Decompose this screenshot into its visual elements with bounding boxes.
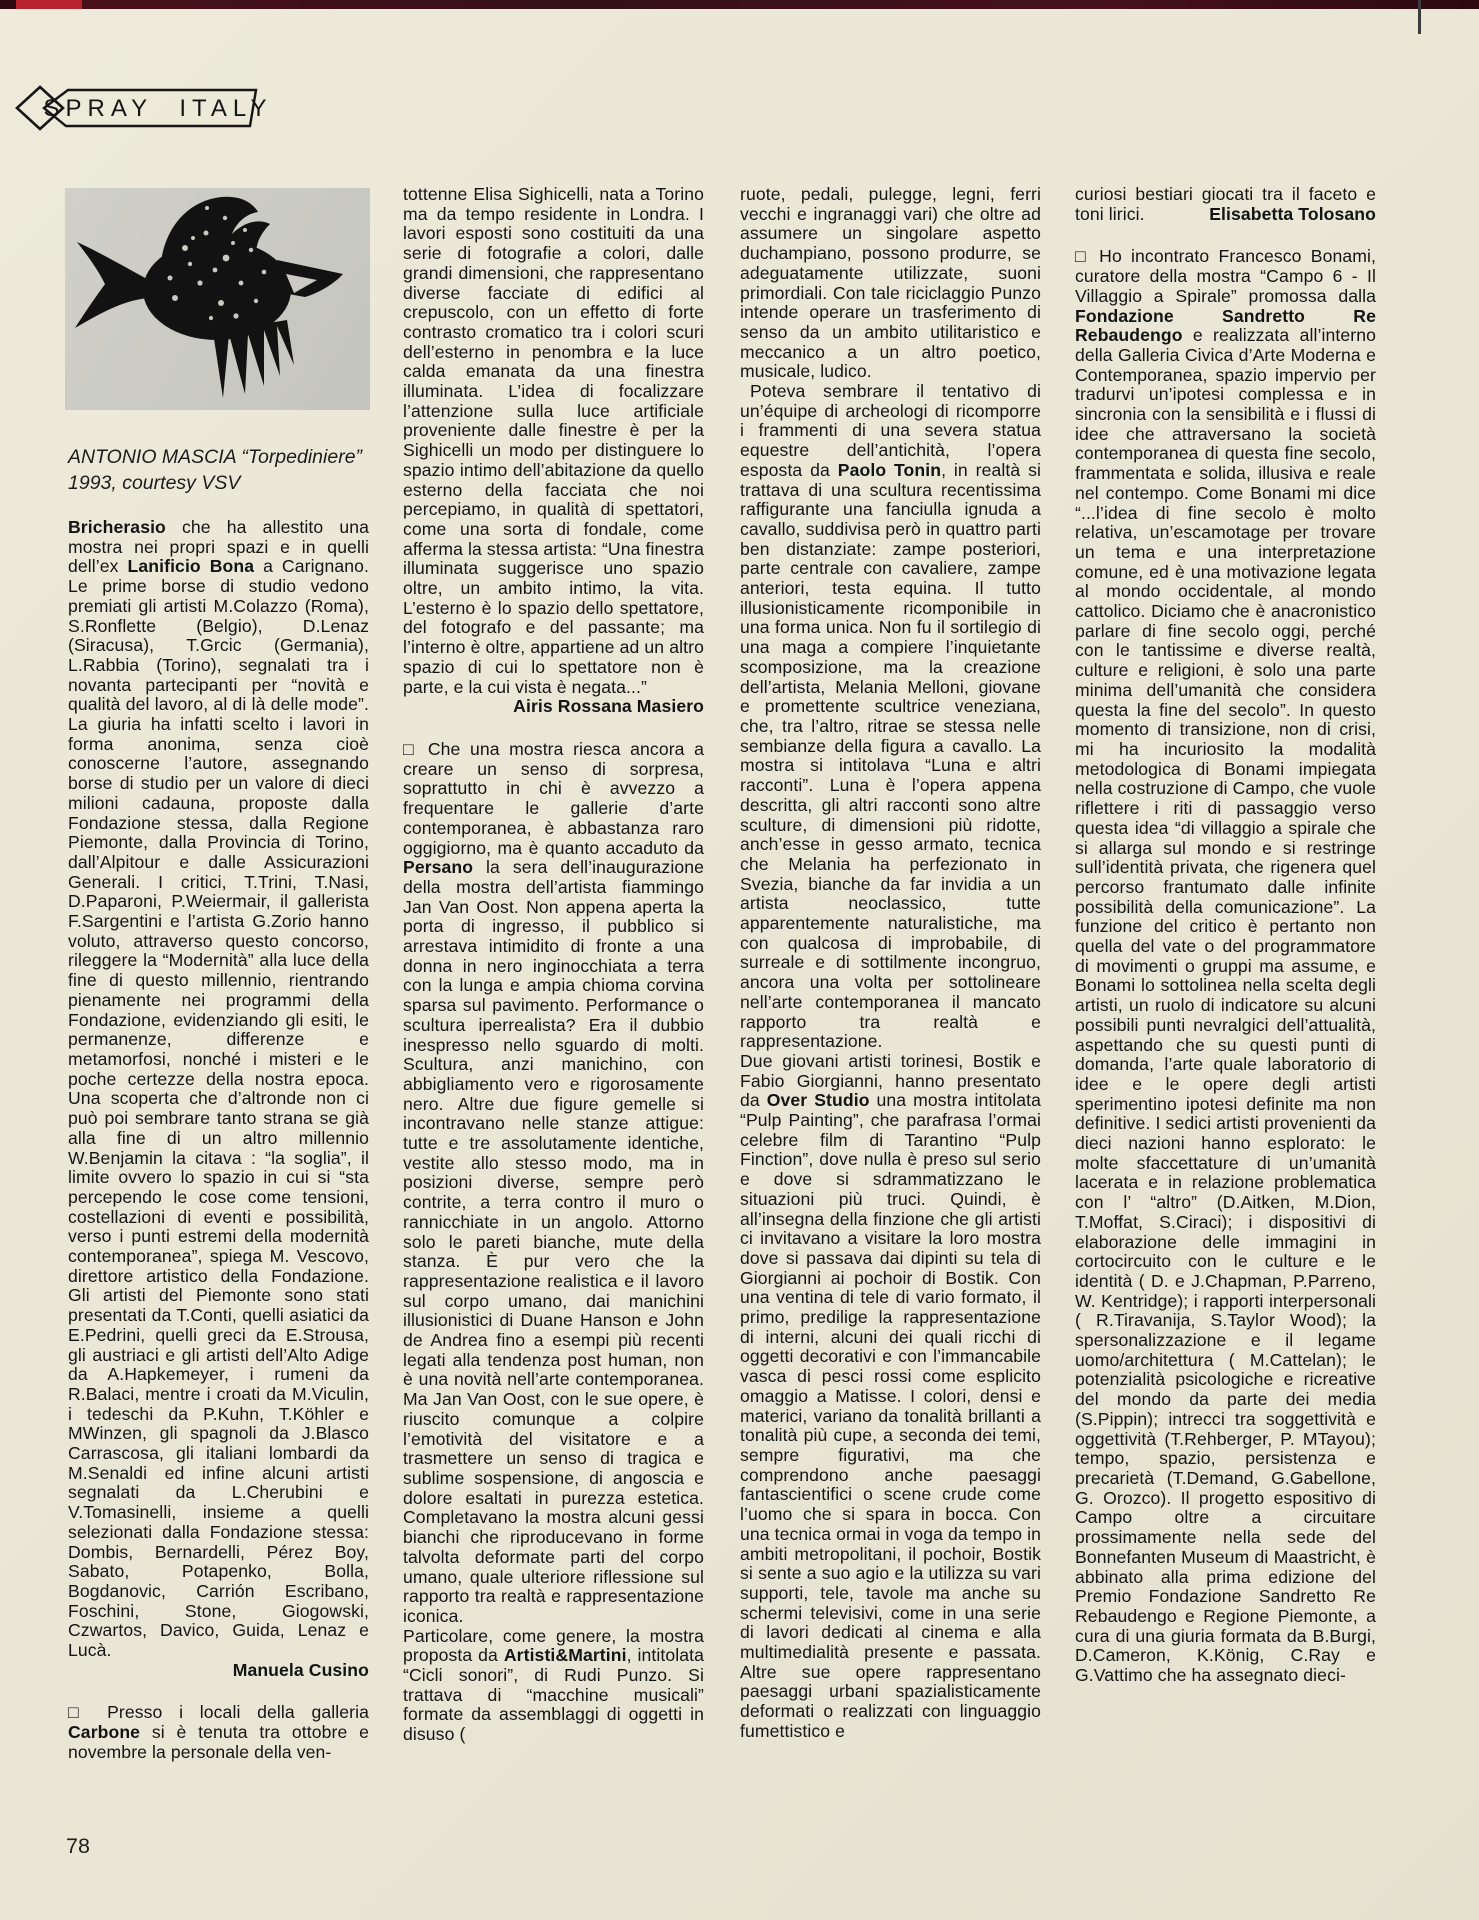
article-paragraph — [403, 740, 704, 1627]
text-run: ruote, pedali, pulegge, legni, ferri vecchi e ingranaggi vari) che oltre ad assumere un singolare aspetto duchampiano, possono produrre, se adeguatamente utilizzate, suoni primordiali. Con tale riciclaggio Punzo intende operare un trasferimento di senso da un ambito utilitaristico e meccanico a un altro poetico, musicale, ludico. — [740, 184, 1041, 382]
text-run: la sera dell’inaugurazione della mostra dell’artista fiammingo Jan Van Oost. Non appena aperta la porta di ingresso, il pubblico si arrestava intimidito di fronte a una donna in nero inginocchiata a terra con la lunga e ampia chioma corvina sparsa sul pavimento. Performance o scultura iperrealista? Era il dubbio inespresso nello sguardo di molti. Scultura, anzi manichino, con abbigliamento vero e rigorosamente nero. Altre due figure gemelle si incontravano nelle stanze attigue: tutte e tre assolutamente identiche, vestite allo stesso modo, ma in posizioni diverse, sempre però contrite, a terra contro il muro o rannicchiate in un angolo. Attorno solo le pareti bianche, mute della stanza. È pur vero che la rappresentazione realistica e il lavoro sul corpo umano, dai manichini illusionistici di Duane Hanson e John de Andrea fino a esempi più recenti legati alla tendenza post human, non è una novità nell’arte contemporanea. Ma Jan Van Oost, con le sue opere, è riuscito comunque a colpire l’emotività del visitatore e a trasmettere un senso di tragica e sublime sospensione, di angoscia e dolore esaltati in purezza estetica. Completavano la mostra alcuni gessi bianchi che riproducevano in forme talvolta deformate parti del corpo umano, quale ulteriore riflessione sul rapporto tra realtà e rappresentazione iconica. — [403, 857, 704, 1626]
bold-run: Over Studio — [766, 1090, 870, 1111]
text-run: , in realtà si trattava di una scultura recentissima raffigurante una fanciulla ignuda a cavallo, suddivisa però in quattro parti ben distanziate: zampe posteriori, parte centrale con cavaliere, zampe anteriori, testa equina. Il tutto illusionisticamente ricomponibile in una forma unica. Non fu il sortilegio di una maga a compiere l’inquietante scomposizione, ma la creazione dell’artista, Melania Melloni, giovane e promettente scultrice veneziana, che, tra l’altro, ritrae se stessa nelle sembianze della figura a cavallo. La mostra si intitolava “Luna e altri racconti”. Luna è l’opera appena descritta, gli altri racconti sono altre sculture, di dimensioni più ridotte, anch’esse in gesso armato, tecnica che Melania ha perfezionato in Svezia, bianche da far invidia a un artista neoclassico, tutte apparentemente naturalistiche, ma con qualcosa di improbabile, di surreale e di sottilmente incongruo, ancora una volta per sottolineare nell’arte contemporanea il mancato rapporto tra realtà e rappresentazione. — [740, 459, 1041, 1052]
article-paragraph — [68, 518, 369, 1661]
article-paragraph — [68, 1703, 369, 1762]
text-run: e realizzata all’interno della Galleria Civica d’Arte Moderna e Contemporanea, spazio impervio per tradurvi un’ipotesi complessa e in sincronia con la sensibilità e i flussi di idee che attraversano la società contemporanea di questa fine secolo, frammentata e solida, illusiva e reale nel contempo. Come Bonami mi dice “...l’idea di fine secolo è molto relativa, un’escamotage per trovare un tema e una interpretazione comune, ed è una motivazione legata al mondo occidentale, al mondo cattolico. Diciamo che è anacronistico parlare di fine secolo oggi, perché con le tantissime e diverse realtà, culture e religioni, è solo una parte minima dell’umanità che considera questa la fine del secolo”. In questo momento di transizione, non di crisi, mi ha incuriosito la modalità metodologica di Bonami impiegata nella costruzione di Campo, che vuole riflettere i riti di passaggio verso questa idea “di villaggio a spirale che si allarga sul mondo e si restringe sull’identità privata, che rigenera quel percorso frantumato dalle infinite possibilità della comunicazione”. La funzione del critico è pertanto non quella del vate o del programmatore di movimenti o gruppi ma assume, e Bonami lo sottolinea nella scelta degli artisti, un ruolo di indicatore su alcuni possibili punti nevralgici dell’attualità, aspettando che su questi punti di domanda, l’arte quale laboratorio di idee e le opere degli artisti sperimentino ipotesi definite ma non definitive. I sedici artisti provenienti da dieci nazioni hanno esplorato: le molte sfaccettature di un’umanità lacerata e in relazione problematica con l’ “altro” (D.Aitken, M.Dion, T.Moffat, S.Ciraci); i dispositivi di elaborazione delle immagini in cortocircuito con le culture e le identità ( D. e J.Chapman, P.Parreno, W. Kentridge); i rapporti interpersonali ( R.Tiravanija, S.Taylor Wood); la spersonalizzazione e il legame uomo/architettura ( M.Cattelan); le potenzialità psicologiche e ricreative del mondo da parte dei media (S.Pippin); intrecci tra soggettività e oggettività (T.Rehberger, P. MTayou); tempo, spazio, persistenza e precarietà (T.Demand, G.Gabellone, G. Orozco). Il progetto espositivo di Campo oltre a circuitare prossimamente nella sede del Bonnefanten Museum di Maastricht, è abbinato alla prima edizione del Premio Fondazione Sandretto Re Rebaudengo e Regione Piemonte, a cura di una giuria formata da B.Burgi, D.Cameron, K.König, C.Ray e G.Vattimo che ha assegnato dieci- — [1075, 325, 1377, 1686]
bold-run: Paolo Tonin — [837, 459, 942, 480]
column-4 — [1075, 185, 1376, 1686]
bold-run: Lanificio Bona — [127, 556, 255, 577]
text-run: □ Presso i locali della galleria — [68, 1702, 369, 1723]
text-run: una mostra intitolata “Pulp Painting”, che parafrasa l’ormai celebre film di Tarantino “Pulp Finction”, dove nulla è preso sul serio e dove si sdrammatizzano le situazioni più truci. Quindi, è all’insegna della finzione che gli artisti ci invitavano a visitare la loro mostra dove si passava dai dipinti su tela di Giorgianni ai pochoir di Bostik. Con una ventina di tele di vario formato, il primo, predilige la rappresentazione di interni, alcuni dei quali ricchi di oggetti decorativi e con l’immancabile vasca di pesci rossi come esplicito omaggio a Matisse. I colori, densi e materici, variano da tonalità brillanti a tonalità più cupe, a seconda dei temi, sempre figurativi, ma che comprendono anche paesaggi fantascientifici o scene crude come l’uomo che si spara in bocca. Con una tecnica ormai in voga da tempo in ambiti metropolitani, il pochoir, Bostik si sente a suo agio e la utilizza su vari supporti, tele, tavole ma anche su schermi televisivi, come in una serie di lavori dedicati al cinema e alla multimedialità presente e passata. Altre sue opere rappresentano paesaggi urbani spazialisticamente deformati o realizzati con linguaggio fumettistico e — [740, 1090, 1042, 1741]
bold-run: Persano — [403, 857, 474, 878]
article-paragraph — [403, 185, 704, 697]
text-run: □ Che una mostra riesca ancora a creare un senso di sorpresa, soprattutto in chi è avvezzo a frequentare le gallerie d’arte contemporanea, è abbastanza raro oggigiorno, ma è quanto accaduto da — [403, 738, 704, 858]
text-run: , intitolata “Cicli sonori”, di Rudi Punzo. Si trattava di “macchine musicali” formate da assemblaggi di oggetti in disuso ( — [403, 1645, 705, 1745]
bold-run: Manuela Cusino — [232, 1659, 369, 1680]
article-paragraph — [1075, 185, 1376, 224]
text-run: Due giovani artisti torinesi, Bostik e Fabio Giorgianni, hanno presentato da — [740, 1050, 1041, 1111]
article-paragraph — [740, 185, 1041, 382]
article-paragraph — [403, 1627, 704, 1745]
text-run: a Carignano. Le prime borse di studio vedono premiati gli artisti M.Colazzo (Roma), S.Ronflette (Belgio), D.Lenaz (Siracusa), T.Grcic (Germania), L.Rabbia (Torino), segnalati tra i novanta partecipanti per “novità e qualità del lavoro, al di là delle mode”. La giuria ha infatti scelto i lavori in forma anonima, senza cioè conoscerne l’autore, assegnando borse di studio per un valore di dieci milioni cadauna, proposte dalla Fondazione stessa, dalla Regione Piemonte, dalla Provincia di Torino, dall’Alpitour e dalle Assicurazioni Generali. I critici, T.Trini, T.Nasi, D.Paparoni, P.Weiermair, il gallerista F.Sargentini e l’artista G.Zorio hanno voluto, attraverso questo concorso, rileggere la “Modernità” alla luce della fine di questo millennio, rientrando pienamente nei programmi della Fondazione, evidenziando gli esiti, le permanenze, differenze e metamorfosi, nonché i misteri e le poche certezze della nostra epoca. Una scoperta che d’altronde non ci può poi sembrare tanto strana se già alla fine di un altro millennio W.Benjamin la citava : “la soglia”, il limite ovvero lo spazio in cui si “sta percependo le cose come tensioni, costellazioni di eventi e possibilità, verso i punti estremi della modernità contemporanea”, spiega M. Vescovo, direttore artistico della Fondazione. Gli artisti del Piemonte sono stati presentati da T.Conti, quelli asiatici da E.Pedrini, quelli greci da E.Strousa, gli austriaci e gli artisti dell’Alto Adige da A.Hapkemeyer, i rumeni da R.Balaci, mentre i croati da M.Viculin, i tedeschi da P.Kuhn, T.Köhler e MWinzen, gli spagnoli da J.Blasco Carrascosa, gli italiani lombardi da M.Senaldi ed infine alcuni artisti segnalati da L.Cherubini e V.Tomasinelli, insieme a quelli selezionati dalla Fondazione stessa: Dombis, Bernardelli, Pérez Boy, Sabato, Potapenko, Bolla, Bogdanovic, Carrión Escribano, Foschini, Stone, Giogowski, Czwartos, Davico, Guida, Lenaz e Lucà. — [68, 556, 369, 1661]
spray-italy-logo-icon — [14, 84, 276, 134]
column-1 — [68, 518, 369, 1763]
text-run: Poteva sembrare il tentativo di un’équipe di archeologi di ricomporre i frammenti di una severa statua equestre dell’antichità, l’opera esposta da — [740, 381, 1041, 480]
top-print-strip — [0, 0, 1479, 9]
text-run: Particolare, come genere, la mostra proposta da — [403, 1625, 704, 1666]
text-run: curiosi bestiari giocati tra il faceto e toni lirici. — [1075, 184, 1376, 224]
bold-run: Airis Rossana Masiero — [513, 696, 704, 717]
artwork-fish-icon — [65, 188, 370, 410]
byline — [68, 1661, 369, 1681]
bold-run: Fondazione Sandretto Re Rebaudengo — [1075, 305, 1376, 346]
text-run: tottenne Elisa Sighicelli, nata a Torino ma da tempo residente in Londra. I lavori esposti sono costituiti da una serie di fotografie a colori, dalle grandi dimensioni, che rappresentano diverse facciate di edifici al crepuscolo, con un effetto di forte contrasto cromatico tra i colori scuri dell’esterno in penombra e la luce calda emanata da una finestra illuminata. L’idea di focalizzare l’attenzione sulla luce artificiale proveniente dalle finestre è per la Sighicelli un modo per distinguere lo spazio intimo dell’abitazione da quello esterno della facciata che noi percepiamo, in qualità di spettatori, come una sorta di fondale, come afferma la stessa artista: “Una finestra illuminata suggerisce uno spazio oltre, un ambito intimo, la vita. L’esterno è lo spazio dello spettatore, del fotografo e del passante; ma l’interno è oltre, appartiene ad un altro spazio di cui lo spettatore non è parte, e la cui vista è negata...” — [403, 184, 704, 697]
artwork-image — [65, 188, 370, 410]
bold-run: Artisti&Martini — [503, 1645, 627, 1666]
artwork-caption: ANTONIO MASCIA “Torpediniere” 1993, courtesy VSV — [68, 445, 363, 494]
page-number: 78 — [66, 1834, 90, 1858]
inline-byline: Elisabetta Tolosano — [1209, 203, 1376, 224]
text-run: □ Ho incontrato Francesco Bonami, curatore della mostra “Campo 6 - Il Villaggio a Spirale” promossa dalla — [1075, 246, 1376, 306]
byline — [403, 697, 704, 717]
bold-run: Bricherasio — [68, 517, 166, 537]
registration-tick — [1418, 0, 1421, 34]
column-2 — [403, 185, 704, 1745]
text-run: si è tenuta tra ottobre e novembre la personale della ven- — [68, 1722, 369, 1762]
column-3 — [740, 185, 1041, 1742]
spray-italy-logo — [14, 84, 276, 139]
article-paragraph — [740, 1052, 1041, 1742]
bold-run: Carbone — [68, 1722, 141, 1743]
text-run: che ha allestito una mostra nei propri spazi e in quelli dell’ex — [68, 517, 369, 577]
article-paragraph — [1075, 247, 1376, 1685]
spray-italy-logo-text: SPRAY ITALY — [43, 95, 273, 122]
article-paragraph — [740, 382, 1041, 1052]
